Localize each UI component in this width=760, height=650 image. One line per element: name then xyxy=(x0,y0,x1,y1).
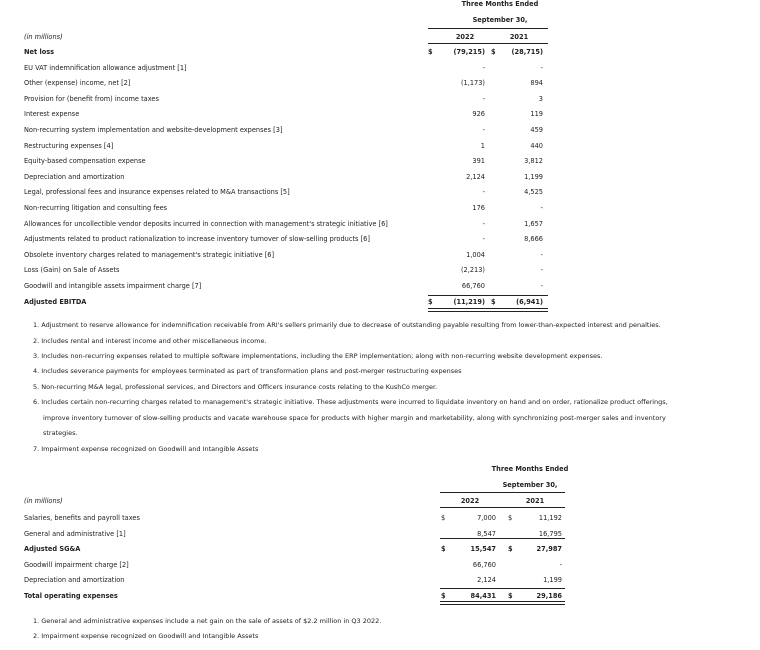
table2-row-2021-value: 11,192 xyxy=(538,514,562,522)
table1-row-2021-value: 4,525 xyxy=(524,188,543,197)
table2-date-header: September 30, xyxy=(502,481,558,489)
table1-row-label: Depreciation and amortization xyxy=(24,172,125,181)
table1-row-2022-value: - xyxy=(482,219,485,228)
table2-row-label: General and administrative [1] xyxy=(24,530,126,538)
table1-row-2021-value: 440 xyxy=(530,141,543,150)
table1-row-2021-value: (6,941) xyxy=(516,297,543,306)
table1-row-label: Allowances for uncollectible vendor deposits incurred in connection with management's strategic initiative [6] xyxy=(24,219,388,228)
table2-footnote: 2. Impairment expense recognized on Goodwill and Intangible Assets xyxy=(33,632,259,640)
table1-footnote: 1. Adjustment to reserve allowance for indemnification receivable from ARI's sellers primarily due to decrease of outstanding payable resulting from lower-than-expected interest and penalties. xyxy=(33,321,661,329)
table1-total-rule xyxy=(428,295,548,296)
table1-row-2021-value: 459 xyxy=(530,126,543,134)
table1-row-label: Legal, professional fees and insurance expenses related to M&A transactions [5] xyxy=(24,188,290,197)
currency-symbol: $ xyxy=(428,297,433,306)
table1-total-double-rule xyxy=(428,308,548,312)
table2-subtotal-rule xyxy=(440,538,565,539)
table1-row-label: Obsolete inventory charges related to management's strategic initiative [6] xyxy=(24,250,275,259)
table1-row-2022-value: 176 xyxy=(472,204,485,212)
table1-footnote: 2. Includes rental and interest income and other miscellaneous income. xyxy=(33,337,267,345)
table1-row-2022-value: - xyxy=(482,188,485,197)
table2-row-2022-value: 15,547 xyxy=(470,545,496,553)
table2-row-2021-value: 16,795 xyxy=(538,530,562,538)
currency-symbol: $ xyxy=(508,592,513,600)
table1-row-label: Adjustments related to product rationalization to increase inventory turnover of slow-selling products [6] xyxy=(24,235,370,244)
table1-row-2022-value: - xyxy=(482,126,485,134)
table1-row-2022-value: (79,215) xyxy=(453,48,485,56)
table1-row-2021-value: (28,715) xyxy=(511,48,543,56)
table1-row-2022-value: (1,173) xyxy=(460,79,485,88)
table1-row-2021-value: - xyxy=(540,266,543,275)
table2-row-2022-value: 66,760 xyxy=(472,561,496,569)
table1-period-header: Three Months Ended xyxy=(461,0,539,8)
table2-row-label: Salaries, benefits and payroll taxes xyxy=(24,514,140,522)
table1-row-label: Interest expense xyxy=(24,110,80,119)
table1-footnote: 4. Includes severance payments for employees terminated as part of transformation plans and post-merger restructuring expenses xyxy=(33,367,462,375)
currency-symbol: $ xyxy=(491,48,496,56)
table1-row-2022-value: (2,213) xyxy=(460,266,485,275)
table1-row-2021-value: 119 xyxy=(530,110,543,119)
table1-row-2021-value: 3,812 xyxy=(524,157,543,166)
table2-col-2021: 2021 xyxy=(525,497,545,505)
table2-row-2021-value: 29,186 xyxy=(536,592,562,600)
table2-total-double-rule xyxy=(440,601,565,605)
table1-row-2022-value: 66,760 xyxy=(461,282,485,290)
table1-row-2021-value: - xyxy=(540,250,543,259)
table1-row-2021-value: - xyxy=(540,204,543,212)
table1-date-header: September 30, xyxy=(472,16,528,24)
table1-row-2021-value: 1,657 xyxy=(524,219,543,228)
currency-symbol: $ xyxy=(508,514,513,522)
table1-header-rule xyxy=(428,28,548,29)
table1-col-2022: 2022 xyxy=(455,33,475,41)
table1-footnote: 6. Includes certain non-recurring charges related to management's strategic initiative. These adjustments were incurred to liquidate inventory on hand and on order, rationalize product offerings, xyxy=(33,398,668,406)
table2-row-2022-value: 84,431 xyxy=(470,592,496,600)
table1-row-2021-value: 1,199 xyxy=(524,172,543,181)
table2-total-rule xyxy=(440,588,565,589)
table2-footnote: 1. General and administrative expenses include a net gain on the sale of assets of $2.2 million in Q3 2022. xyxy=(33,617,382,625)
table1-row-2021-value: 894 xyxy=(530,79,543,88)
table1-units: (in millions) xyxy=(24,33,63,41)
table1-row-label: Restructuring expenses [4] xyxy=(24,141,114,150)
table1-row-label: Non-recurring litigation and consulting fees xyxy=(24,204,168,212)
table1-row-label: Provision for (benefit from) income taxes xyxy=(24,94,159,103)
table1-row-label: Loss (Gain) on Sale of Assets xyxy=(24,266,120,275)
table1-row-label: Equity-based compensation expense xyxy=(24,157,146,166)
table1-row-label: EU VAT indemnification allowance adjustment [1] xyxy=(24,63,187,72)
table1-row-2022-value: 1 xyxy=(480,141,485,150)
table1-row-2021-value: - xyxy=(540,282,543,290)
currency-symbol: $ xyxy=(491,297,496,306)
currency-symbol: $ xyxy=(428,48,433,56)
table1-row-2022-value: - xyxy=(482,63,485,72)
currency-symbol: $ xyxy=(441,514,446,522)
table2-row-2022-value: 7,000 xyxy=(477,514,496,522)
table2-row-2022-value: 2,124 xyxy=(477,576,496,584)
table2-row-label: Goodwill impairment charge [2] xyxy=(24,561,129,569)
table1-row-label: Other (expense) income, net [2] xyxy=(24,79,131,88)
table2-units: (in millions) xyxy=(24,497,63,505)
table1-row-2022-value: 2,124 xyxy=(466,172,485,181)
table2-period-header: Three Months Ended xyxy=(491,465,569,473)
table1-col-2021: 2021 xyxy=(509,33,529,41)
table1-col-rule xyxy=(428,43,548,44)
table2-col-2022: 2022 xyxy=(460,497,480,505)
currency-symbol: $ xyxy=(441,545,446,553)
currency-symbol: $ xyxy=(508,545,513,553)
table1-footnote: 5. Non-recurring M&A legal, professional services, and Directors and Officers insurance costs relating to the KushCo merger. xyxy=(33,383,438,391)
table1-row-2021-value: 8,666 xyxy=(524,235,543,244)
table1-row-2021-value: - xyxy=(540,63,543,72)
table1-footnote: 7. Impairment expense recognized on Goodwill and Intangible Assets xyxy=(33,445,259,453)
table1-row-label: Goodwill and intangible assets impairment charge [7] xyxy=(24,282,202,290)
table1-row-2022-value: 1,004 xyxy=(466,250,485,259)
table1-row-label: Adjusted EBITDA xyxy=(24,297,87,306)
table1-row-2022-value: (11,219) xyxy=(453,297,485,306)
table2-row-2022-value: 8,547 xyxy=(477,530,496,538)
table1-row-label: Net loss xyxy=(24,48,55,56)
table2-row-label: Adjusted SG&A xyxy=(24,545,81,553)
table1-row-2022-value: - xyxy=(482,94,485,103)
table1-row-2022-value: 391 xyxy=(472,157,485,166)
table1-row-label: Non-recurring system implementation and website-development expenses [3] xyxy=(24,126,283,134)
table2-header-rule xyxy=(440,492,565,493)
table1-row-2022-value: 926 xyxy=(472,110,485,119)
table2-row-2021-value: 27,987 xyxy=(536,545,562,553)
table2-row-2021-value: - xyxy=(559,561,562,569)
table2-row-label: Total operating expenses xyxy=(24,592,118,600)
currency-symbol: $ xyxy=(441,592,446,600)
table2-row-2021-value: 1,199 xyxy=(543,576,562,584)
table1-row-2022-value: - xyxy=(482,235,485,244)
table1-row-2021-value: 3 xyxy=(538,94,543,103)
table2-row-label: Depreciation and amortization xyxy=(24,576,125,584)
table1-footnote: improve inventory turnover of slow-selling products and vacate warehouse space for products with higher margin and marketability, along with synchronizing post-merger sales and inventory xyxy=(43,414,666,422)
table2-col-rule xyxy=(440,507,565,508)
table1-footnote: 3. Includes non-recurring expenses related to multiple software implementations, including the ERP implementation; along with non-recurring website development expenses. xyxy=(33,352,603,360)
table1-footnote: strategies. xyxy=(43,429,78,437)
